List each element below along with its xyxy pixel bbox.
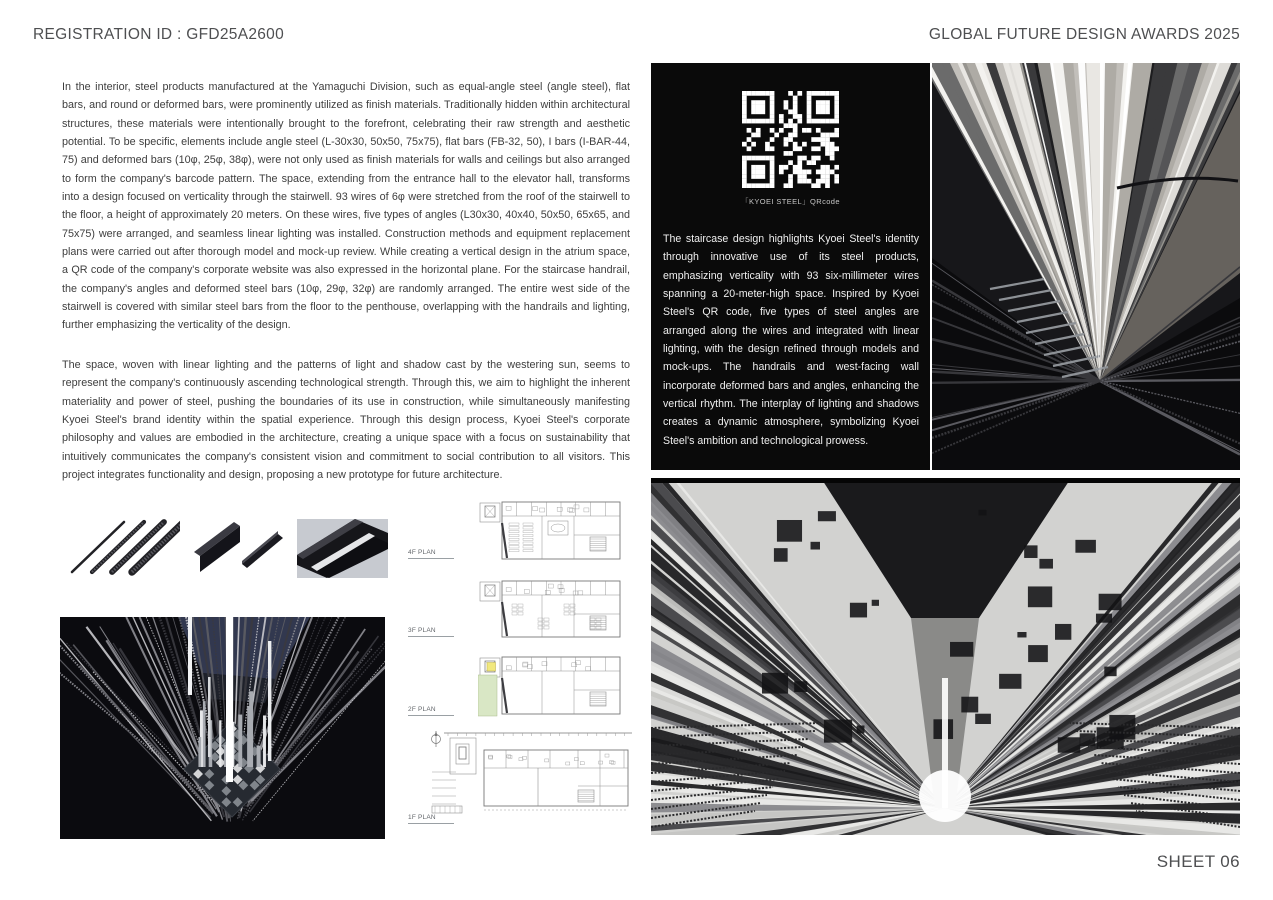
photo-atrium-upward <box>651 478 1240 835</box>
project-description <box>62 78 630 484</box>
photo-angle-steel-flat-bar <box>186 512 288 578</box>
qr-code-image <box>742 91 839 188</box>
photo-flat-bar-closeup <box>297 519 388 578</box>
floor-plan-2f <box>478 652 622 717</box>
plan-label-4f: 4F PLAN <box>408 549 454 559</box>
description-paragraph-1: In the interior, steel products manufactured at the Yamaguchi Division, such as equal-angle steel (angle steel), flat bars, and round or deformed bars, were prominently utilized as finish materials. Traditionally hidden within architectural structures, these materials were intentionally brought to the forefront, celebrating their raw strength and aesthetic potential. To be specific, elements include angle steel (L-30x30, 50x50, 75x75), flat bars (FB-32, 50), I bars (I-BAR-44, 75) and deformed bars (10φ, 25φ, 38φ), were not only used as finish materials for walls and ceilings but also arranged to form the company's barcode pattern. The space, extending from the entrance hall to the elevator hall, transforms into a design focused on verticality through the stairwell. 93 wires of 6φ were stretched from the roof of the stairwell to the floor, a height of approximately 20 meters. On these wires, five types of angles (L30x30, 40x40, 50x50, 65x65, and 75x75) were arranged, and seamless linear lighting was installed. Construction methods and equipment replacement plans were carried out after thorough model and mock-up review. While creating a vertical design in the atrium space, a QR code of the company's corporate website was also expressed in the horizontal plane. For the staircase handrail, the company's angles and deformed steel bars (10φ, 29φ, 32φ) are randomly arranged. The entire west side of the stairwell is covered with similar steel bars from the floor to the penthouse, overlapping with the handrails and lighting, further emphasizing the verticality of the design. <box>62 81 630 332</box>
registration-id: REGISTRATION ID : GFD25A2600 <box>33 26 285 43</box>
plan-label-1f: 1F PLAN <box>408 814 454 824</box>
floor-plan-1f <box>428 728 634 816</box>
sheet-number: SHEET 06 <box>1156 852 1240 871</box>
plan-label-2f: 2F PLAN <box>408 706 454 716</box>
qr-panel-text: The staircase design highlights Kyoei Steel's identity through innovative use of its steel products, emphasizing verticality with 93 six-millimeter wires spanning a 20-meter-high space. Inspired by Kyoei Steel's QR code, five types of steel angles are arranged along the wires and integrated with linear lighting, with the design refined through models and mock-ups. The handrails and west-facing wall incorporate deformed bars and angles, enhancing the vertical rhythm. The interplay of lighting and shadows creates a dynamic atmosphere, symbolizing Kyoei Steel's ambition and technological prowess. <box>663 233 919 447</box>
floor-plan-4f <box>478 497 622 562</box>
floor-plan-3f <box>478 576 622 640</box>
photo-stairwell-vertical <box>932 63 1240 470</box>
award-title: GLOBAL FUTURE DESIGN AWARDS 2025 <box>928 26 1240 43</box>
qr-panel <box>651 63 930 470</box>
qr-caption: 「KYOEI STEEL」QRcode <box>741 197 840 206</box>
description-paragraph-2: The space, woven with linear lighting and the patterns of light and shadow cast by the westering sun, seems to represent the company's continuously ascending technological strength. Through this, we aim to highlight the inherent materiality and power of steel, pushing the boundaries of its use in construction, while simultaneously manifesting Kyoei Steel's brand identity within the spatial experience. Through this design process, Kyoei Steel's corporate philosophy and values are embodied in the architecture, creating a unique space with a focus on sustainability that intuitively communicates the company's consistent vision and commitment to social contribution to all visitors. This project integrates functionality and design, proposing a new prototype for future architecture. <box>62 358 630 481</box>
photo-qr-floor-installation <box>60 617 385 839</box>
photo-deformed-steel-bars <box>58 510 180 582</box>
plan-label-3f: 3F PLAN <box>408 627 454 637</box>
